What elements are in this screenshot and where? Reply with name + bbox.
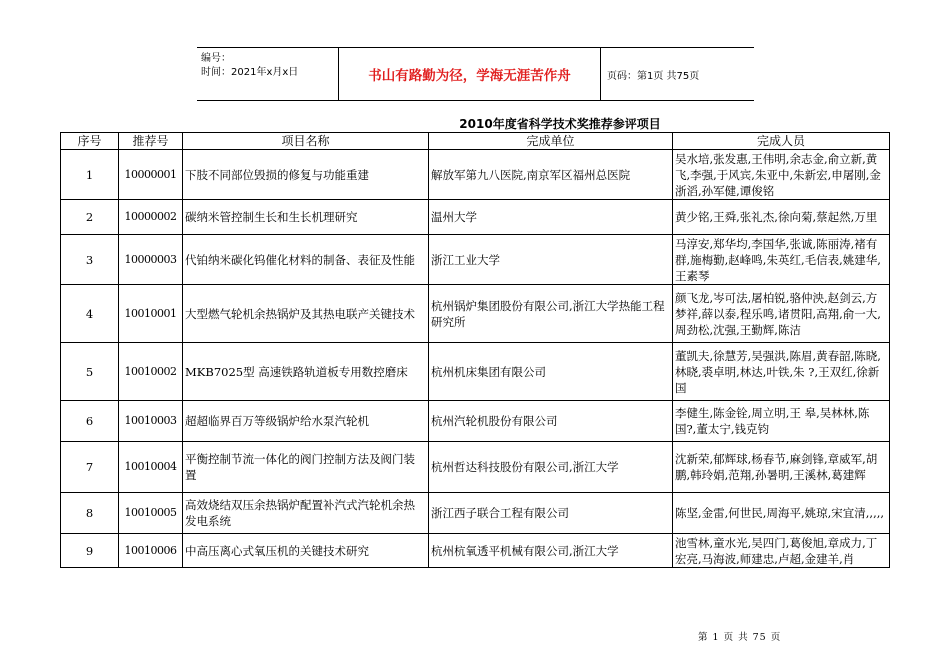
cell-unit: 浙江工业大学 bbox=[429, 235, 673, 285]
cell-unit: 浙江西子联合工程有限公司 bbox=[429, 493, 673, 534]
cell-people: 吴水培,张发惠,王伟明,余志金,俞立新,黄飞,李强,于风宾,朱亚中,朱新宏,申屠刚,金浙滔,孙军健,谭俊铭 bbox=[673, 150, 890, 200]
cell-rec: 10010005 bbox=[119, 493, 183, 534]
cell-seq: 4 bbox=[61, 285, 119, 343]
cell-name: 下肢不同部位毁损的修复与功能重建 bbox=[183, 150, 429, 200]
cell-unit: 杭州机床集团有限公司 bbox=[429, 343, 673, 401]
table-row bbox=[61, 343, 890, 401]
cell-name: 中高压离心式氧压机的关键技术研究 bbox=[183, 534, 429, 568]
header-meta bbox=[197, 48, 339, 100]
cell-seq: 1 bbox=[61, 150, 119, 200]
cell-rec: 10000002 bbox=[119, 200, 183, 235]
col-header-seq: 序号 bbox=[61, 133, 119, 150]
cell-unit: 杭州哲达科技股份有限公司,浙江大学 bbox=[429, 442, 673, 493]
table-row bbox=[61, 200, 890, 235]
cell-rec: 10010004 bbox=[119, 442, 183, 493]
table-row bbox=[61, 150, 890, 200]
cell-unit: 杭州杭氧透平机械有限公司,浙江大学 bbox=[429, 534, 673, 568]
cell-rec: 10000003 bbox=[119, 235, 183, 285]
cell-unit: 杭州汽轮机股份有限公司 bbox=[429, 401, 673, 442]
cell-rec: 10010002 bbox=[119, 343, 183, 401]
code-label: 编号： bbox=[201, 53, 231, 64]
col-header-rec: 推荐号 bbox=[119, 133, 183, 150]
cell-seq: 6 bbox=[61, 401, 119, 442]
table-header-row bbox=[61, 133, 890, 150]
table-row bbox=[61, 442, 890, 493]
cell-rec: 10010001 bbox=[119, 285, 183, 343]
cell-people: 池雪林,童水光,吴四门,葛俊旭,章成力,丁宏亮,马海波,师建忠,卢超,金建羊,肖 bbox=[673, 534, 890, 568]
table-row bbox=[61, 235, 890, 285]
cell-seq: 5 bbox=[61, 343, 119, 401]
header-motto: 书山有路勤为径，学海无涯苦作舟 bbox=[339, 48, 601, 100]
col-header-name: 项目名称 bbox=[183, 133, 429, 150]
table-row bbox=[61, 285, 890, 343]
col-header-people: 完成人员 bbox=[673, 133, 890, 150]
col-header-unit: 完成单位 bbox=[429, 133, 673, 150]
cell-seq: 9 bbox=[61, 534, 119, 568]
cell-seq: 8 bbox=[61, 493, 119, 534]
table-row bbox=[61, 401, 890, 442]
document-title: 2010年度省科学技术奖推荐参评项目 bbox=[459, 117, 661, 131]
cell-people: 沈新荣,郁辉球,杨春节,麻剑锋,章威军,胡鹏,韩玲娟,范翔,孙暑明,王溪林,葛建辉 bbox=[673, 442, 890, 493]
cell-seq: 2 bbox=[61, 200, 119, 235]
cell-name: 大型燃气轮机余热锅炉及其热电联产关键技术 bbox=[183, 285, 429, 343]
cell-people: 颜飞龙,岑可法,屠柏锐,骆仲泱,赵剑云,方梦祥,薛以泰,程乐鸣,诸贯阳,高翔,俞一大,周劲松,沈强,王勤辉,陈洁 bbox=[673, 285, 890, 343]
cell-name: 高效烧结双压余热锅炉配置补汽式汽轮机余热发电系统 bbox=[183, 493, 429, 534]
cell-people: 李健生,陈金铨,周立明,王 皋,吴林林,陈国?,董太宁,钱克钧 bbox=[673, 401, 890, 442]
cell-people: 董凯夫,徐慧芳,吴强洪,陈眉,黄春韶,陈晓,林晓,裘卓明,林达,叶铁,朱 ?,王双红,徐新国 bbox=[673, 343, 890, 401]
cell-unit: 解放军第九八医院,南京军区福州总医院 bbox=[429, 150, 673, 200]
cell-name: 代铂纳米碳化钨催化材料的制备、表征及性能 bbox=[183, 235, 429, 285]
page-footer: 第 1 页 共 75 页 bbox=[698, 632, 782, 643]
time-label: 时间：2021年x月x日 bbox=[201, 67, 299, 78]
cell-name: 超超临界百万等级锅炉给水泵汽轮机 bbox=[183, 401, 429, 442]
header-page-label: 页码：第1页 共75页 bbox=[607, 70, 700, 82]
cell-name: MKB7025型 高速铁路轨道板专用数控磨床 bbox=[183, 343, 429, 401]
cell-seq: 3 bbox=[61, 235, 119, 285]
cell-name: 平衡控制节流一体化的阀门控制方法及阀门装置 bbox=[183, 442, 429, 493]
project-table bbox=[60, 132, 890, 568]
cell-people: 马淳安,郑华均,李国华,张诚,陈丽涛,褚有群,施梅勤,赵峰鸣,朱英红,毛信表,姚建华,王素琴 bbox=[673, 235, 890, 285]
cell-unit: 温州大学 bbox=[429, 200, 673, 235]
cell-rec: 10000001 bbox=[119, 150, 183, 200]
table-row bbox=[61, 534, 890, 568]
cell-seq: 7 bbox=[61, 442, 119, 493]
cell-people: 黄少铭,王舜,张礼杰,徐向菊,蔡起然,万里 bbox=[673, 200, 890, 235]
cell-people: 陈坚,金雷,何世民,周海平,姚琼,宋宜清,,,,, bbox=[673, 493, 890, 534]
cell-unit: 杭州锅炉集团股份有限公司,浙江大学热能工程研究所 bbox=[429, 285, 673, 343]
cell-name: 碳纳米管控制生长和生长机理研究 bbox=[183, 200, 429, 235]
page-header bbox=[197, 47, 754, 101]
cell-rec: 10010003 bbox=[119, 401, 183, 442]
table-row bbox=[61, 493, 890, 534]
cell-rec: 10010006 bbox=[119, 534, 183, 568]
